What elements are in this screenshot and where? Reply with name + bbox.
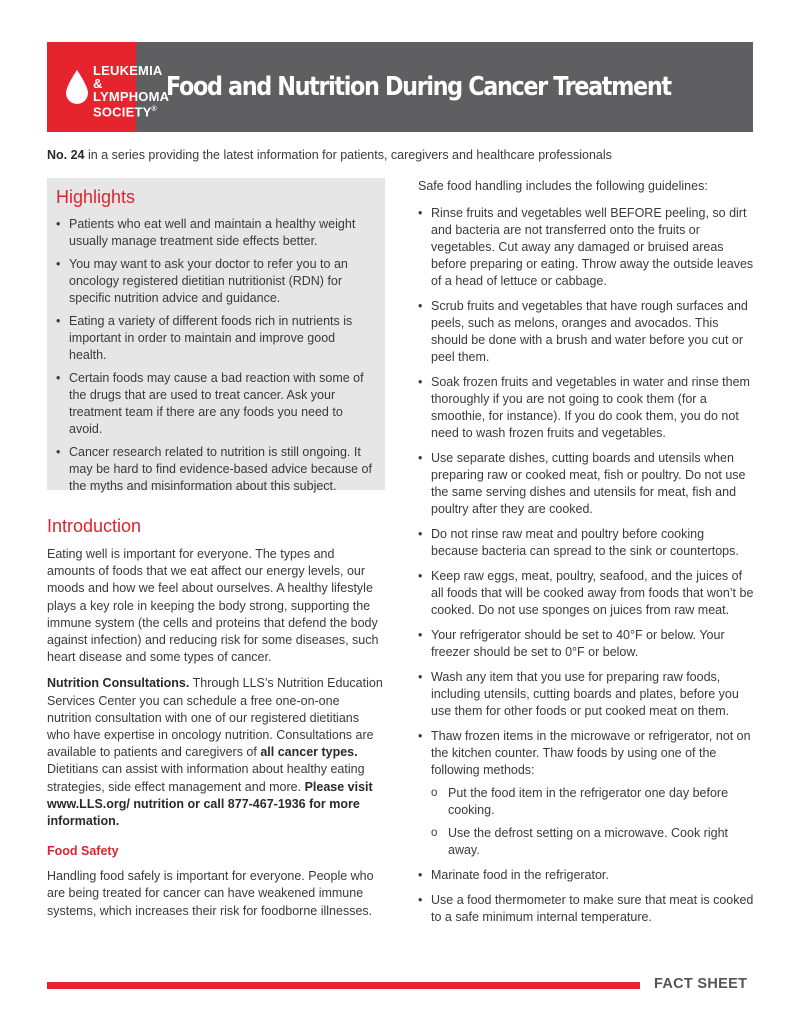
guideline-item: • Keep raw eggs, meat, poultry, seafood, and the juices of all foods that will be cooked away from foods that won’t be cooked. Do not use sponges on juices from raw meat. — [418, 568, 754, 619]
introduction-heading: Introduction — [47, 516, 142, 536]
fact-sheet-label: FACT SHEET — [654, 976, 748, 992]
series-text: in a series providing the latest information for patients, caregivers and healthcare professionals — [84, 148, 612, 162]
guideline-item: • Do not rinse raw meat and poultry before cooking because bacteria can spread to the sink or countertops. — [418, 526, 754, 560]
series-number: No. 24 — [47, 148, 85, 162]
logo-text — [93, 64, 169, 118]
thaw-text: Thaw frozen items in the microwave or refrigerator, not on the kitchen counter. Thaw foods by using one of the following methods: — [431, 729, 751, 777]
consultations-bold-1: all cancer types. — [260, 745, 358, 760]
safe-handling-intro: Safe food handling includes the following guidelines: — [418, 179, 708, 193]
highlights-box — [47, 178, 385, 493]
logo-line-3: SOCIETY — [93, 104, 152, 120]
food-safety-paragraph: Handling food safely is important for everyone. People who are being treated for cancer can have weakened immune systems, which increases their risk for foodborne illnesses. — [47, 869, 374, 918]
consultations-paragraph — [47, 675, 385, 830]
logo-line-1: LEUKEMIA & — [93, 63, 163, 91]
blood-drop-icon — [66, 70, 88, 104]
guideline-item: • Wash any item that you use for preparing raw foods, including utensils, cutting boards and plates, before you use them for other foods or put cooked meat on them. — [418, 669, 754, 720]
guideline-item: • Marinate food in the refrigerator. — [418, 867, 754, 884]
guideline-item: • Scrub fruits and vegetables that have rough surfaces and peels, such as melons, oranges and avocados. This should be done with a brush and water before you cut or peel them. — [418, 298, 754, 366]
highlight-item: • Patients who eat well and maintain a healthy weight usually manage treatment side effects better. — [56, 216, 375, 250]
thaw-methods-list — [431, 785, 754, 859]
registered-mark: ® — [151, 106, 157, 113]
highlights-heading: Highlights — [56, 187, 136, 207]
food-safety-heading: Food Safety — [47, 844, 119, 859]
series-line — [47, 148, 612, 162]
guideline-item-thaw — [418, 728, 754, 859]
thaw-method: o Use the defrost setting on a microwave. Cook right away. — [431, 825, 754, 859]
title-bar — [136, 42, 753, 132]
footer-rule — [47, 982, 640, 989]
logo-line-2: LYMPHOMA — [93, 89, 170, 104]
guideline-item: • Use separate dishes, cutting boards and utensils when preparing raw or cooked meat, fish or poultry. Do not use the same serving dishes and utensils for meat, fish and poultry after they are cooked. — [418, 450, 754, 518]
safe-handling-list — [418, 205, 754, 926]
highlight-item: • Cancer research related to nutrition is still ongoing. It may be hard to find evidence-based advice because of the myths and misinformation about this subject. — [56, 444, 375, 495]
consultations-lead: Nutrition Consultations. — [47, 676, 190, 691]
guideline-item: • Soak frozen fruits and vegetables in water and rinse them thoroughly if you are not going to cook them (for a smoothie, for instance). If you do cook them, you do not need to wash frozen fruits and vegetables. — [418, 374, 754, 442]
consultations-bold-2: Please visit www.LLS.org/ nutrition or call 877-467-1936 for more information. — [47, 779, 373, 829]
guideline-item: • Rinse fruits and vegetables well BEFORE peeling, so dirt and bacteria are not transferred onto the fruits or vegetables. Cut away any damaged or bruised areas before preparing or eating. Throw away the outside leaves of a head of lettuce or cabbage. — [418, 205, 754, 290]
page-title: Food and Nutrition During Cancer Treatment — [166, 72, 671, 102]
right-column — [418, 178, 754, 934]
guideline-item: • Your refrigerator should be set to 40°F or below. Your freezer should be set to 0°F or below. — [418, 627, 754, 661]
header-banner — [47, 42, 753, 132]
highlight-item: • You may want to ask your doctor to refer you to an oncology registered dietitian nutritionist (RDN) for specific nutrition advice and guidance. — [56, 256, 375, 307]
introduction-paragraph: Eating well is important for everyone. The types and amounts of foods that we eat affect our energy levels, our moods and how we feel about ourselves. A healthy lifestyle plays a key role in keeping the body strong, supporting the immune system (the cells and proteins that defend the body against infection) and reducing risk for some diseases, such heart disease and some types of cancer. — [47, 547, 379, 665]
consultations-text-2: Dietitians can assist with information about healthy eating strategies, side effect management and more. — [47, 762, 365, 794]
left-column — [47, 178, 385, 929]
thaw-method: o Put the food item in the refrigerator one day before cooking. — [431, 785, 754, 819]
highlight-item: • Certain foods may cause a bad reaction with some of the drugs that are used to treat cancer. Ask your treatment team if there are any foods you need to avoid. — [56, 370, 375, 438]
guideline-item: • Use a food thermometer to make sure that meat is cooked to a safe minimum internal temperature. — [418, 892, 754, 926]
consultations-text-1: Through LLS’s Nutrition Education Services Center you can schedule a free one-on-one nutrition consultation with one of our registered dietitians who have expertise in oncology nutrition. Consultations are available to patients and caregivers of — [47, 676, 383, 760]
highlights-list — [56, 216, 375, 495]
highlight-item: • Eating a variety of different foods rich in nutrients is important in order to maintain and improve good health. — [56, 313, 375, 364]
lls-logo — [47, 42, 170, 132]
